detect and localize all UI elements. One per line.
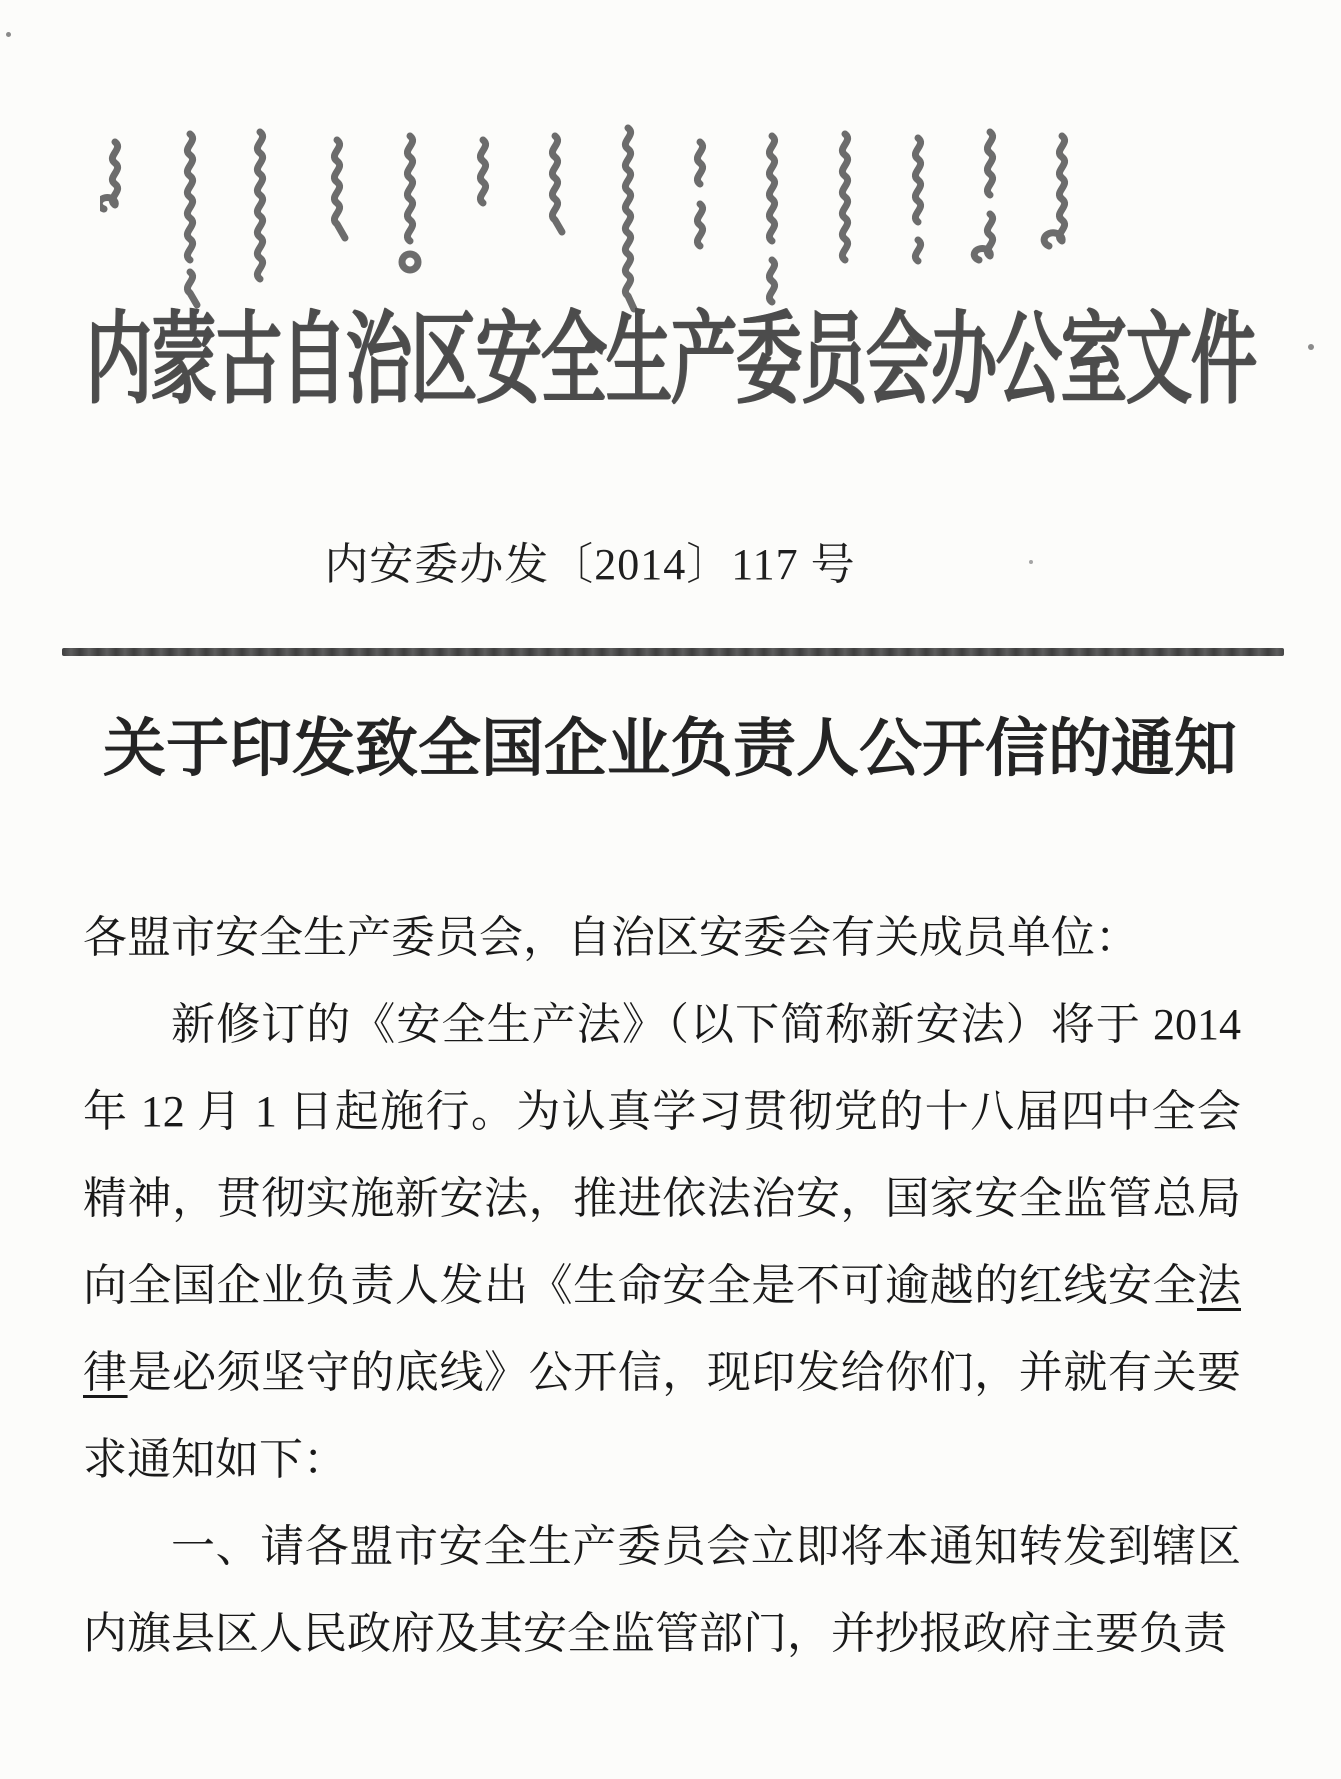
scan-speckle	[6, 32, 11, 37]
underlined-phrase: 法律	[83, 1261, 1241, 1397]
scan-speckle	[1308, 344, 1314, 350]
paragraph-intro-text: 新修订的《安全生产法》（以下简称新安法）将于 2014 年 12 月 1 日起施行。为认真学习贯彻党的十八届四中全会精神，贯彻实施新安法，推进依法治安，国家安全监管总局向全国企业负责人发出《生命安全是不可逾越的红线安全	[83, 1000, 1241, 1310]
mongolian-script-banner	[100, 112, 1100, 324]
divider-rule	[62, 648, 1284, 656]
scan-speckle	[1029, 560, 1033, 564]
paragraph-intro-continuation: 是必须坚守的底线》公开信，现印发给你们，并就有关要求通知如下：	[83, 1348, 1242, 1484]
document-number: 内安委办发〔2014〕117 号	[324, 540, 856, 589]
paragraph-intro	[83, 981, 1241, 1503]
document-title: 关于印发致全国企业负责人公开信的通知	[103, 714, 1237, 784]
salutation-line: 各盟市安全生产委员会，自治区安委会有关成员单位：	[83, 913, 1139, 962]
issuing-agency-banner: 内蒙古自治区安全生产委员会办公室文件	[85, 305, 1256, 417]
document-body	[83, 894, 1241, 1677]
paragraph-item-one: 一、请各盟市安全生产委员会立即将本通知转发到辖区内旗县区人民政府及其安全监管部门，并抄报政府主要负责	[83, 1522, 1241, 1658]
